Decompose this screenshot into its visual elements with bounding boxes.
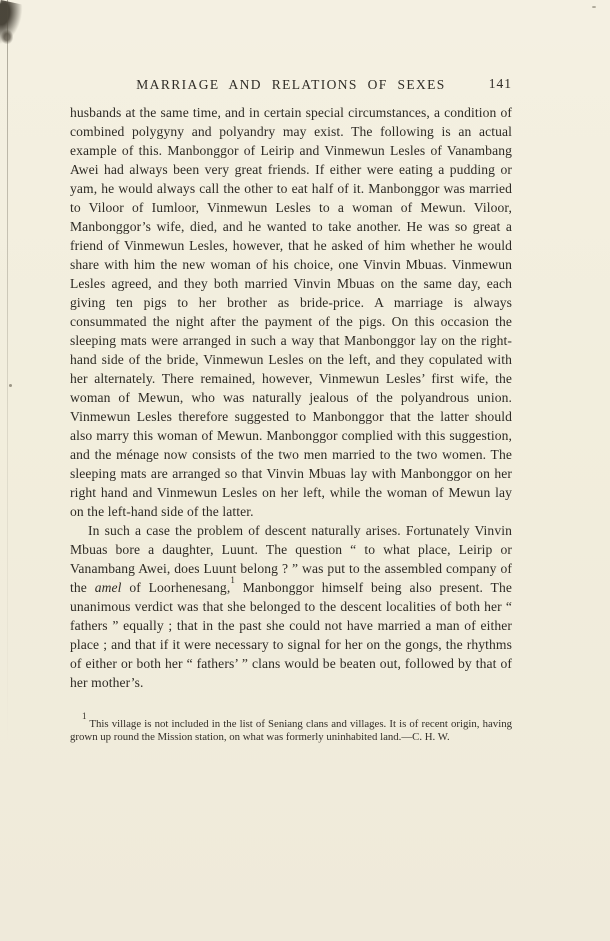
footnote-reference: 1 (230, 574, 235, 585)
paragraph-2-text-part3: Manbonggor himself being also present. The unanimous verdict was that she belonged to the descent localities of both her “ fathers ” equally ; that in the past she could not have married a man of either place ; and that if it were necessary to signal for her on the gongs, the rhythms of either or both her “ fathers’ ” clans would be beaten out, followed by that of her mother’s. (70, 580, 512, 690)
page-number: 141 (488, 76, 512, 91)
running-head-title: MARRIAGE AND RELATIONS OF SEXES (136, 77, 446, 92)
paragraph-2-text-part1: In such a case the problem of descent naturally arises. Fortunately Vinvin Mbuas bore a daughter, Luunt. The question “ to what place, Leirip or Vanambang Awei, does Luunt belong ? ” was put to the assembled company of the (70, 523, 512, 595)
scan-artifact-speck (592, 6, 596, 8)
paragraph-2 (70, 521, 512, 692)
text-block (70, 76, 512, 743)
footnote-marker: 1 (82, 710, 87, 721)
footnote-body: This village is not included in the list of Seniang clans and villages. It is of recent origin, having grown up round the Mission station, on what was formerly uninhabited land.—C. H. W. (70, 718, 512, 743)
footnote-block (70, 710, 512, 743)
page-header (70, 76, 512, 94)
scan-artifact-crease-line (7, 0, 8, 745)
scan-artifact-speck (9, 384, 12, 387)
paragraph-2-text-part2: of Loorhenesang, (121, 580, 231, 595)
footnote-text (70, 710, 512, 743)
paragraph-1: husbands at the same time, and in certain special circumstances, a condition of combined polygyny and polyandry may exist. The following is an actual example of this. Manbonggor of Leirip and Vinmewun Lesles of Vanambang Awei had always been very great friends. If either were eating a pudding or yam, he would always call the other to eat half of it. Manbonggor was married to Viloor of Iumloor, Vinmewun Lesles to a woman of Mewun. Viloor, Manbonggor’s wife, died, and he wanted to take another. He was so great a friend of Vinmewun Lesles, however, that he asked of him whether he would share with him the new woman of his choice, one Vinvin Mbuas. Vinmewun Lesles agreed, and they both married Vinvin Mbuas on the same day, each giving ten pigs to her brother as bride-price. A marriage is always consummated the night after the payment of the pigs. On this occasion the sleeping mats were arranged in such a way that Manbonggor lay on the right-hand side of the bride, Vinmewun Lesles on the left, and they copulated with her alternately. There remained, however, Vinmewun Lesles’ first wife, the woman of Mewun, who was naturally jealous of the polyandrous union. Vinmewun Lesles therefore suggested to Manbonggor that the latter should also marry this woman of Mewun. Manbonggor complied with this suggestion, and the ménage now consists of the two men married to the two women. The sleeping mats are arranged so that Vinvin Mbuas lay with Manbonggor on her right hand and Vinmewun Lesles on her left, while the woman of Mewun lay on the left-hand side of the latter. (70, 105, 512, 519)
italic-term-amel: amel (94, 580, 122, 595)
